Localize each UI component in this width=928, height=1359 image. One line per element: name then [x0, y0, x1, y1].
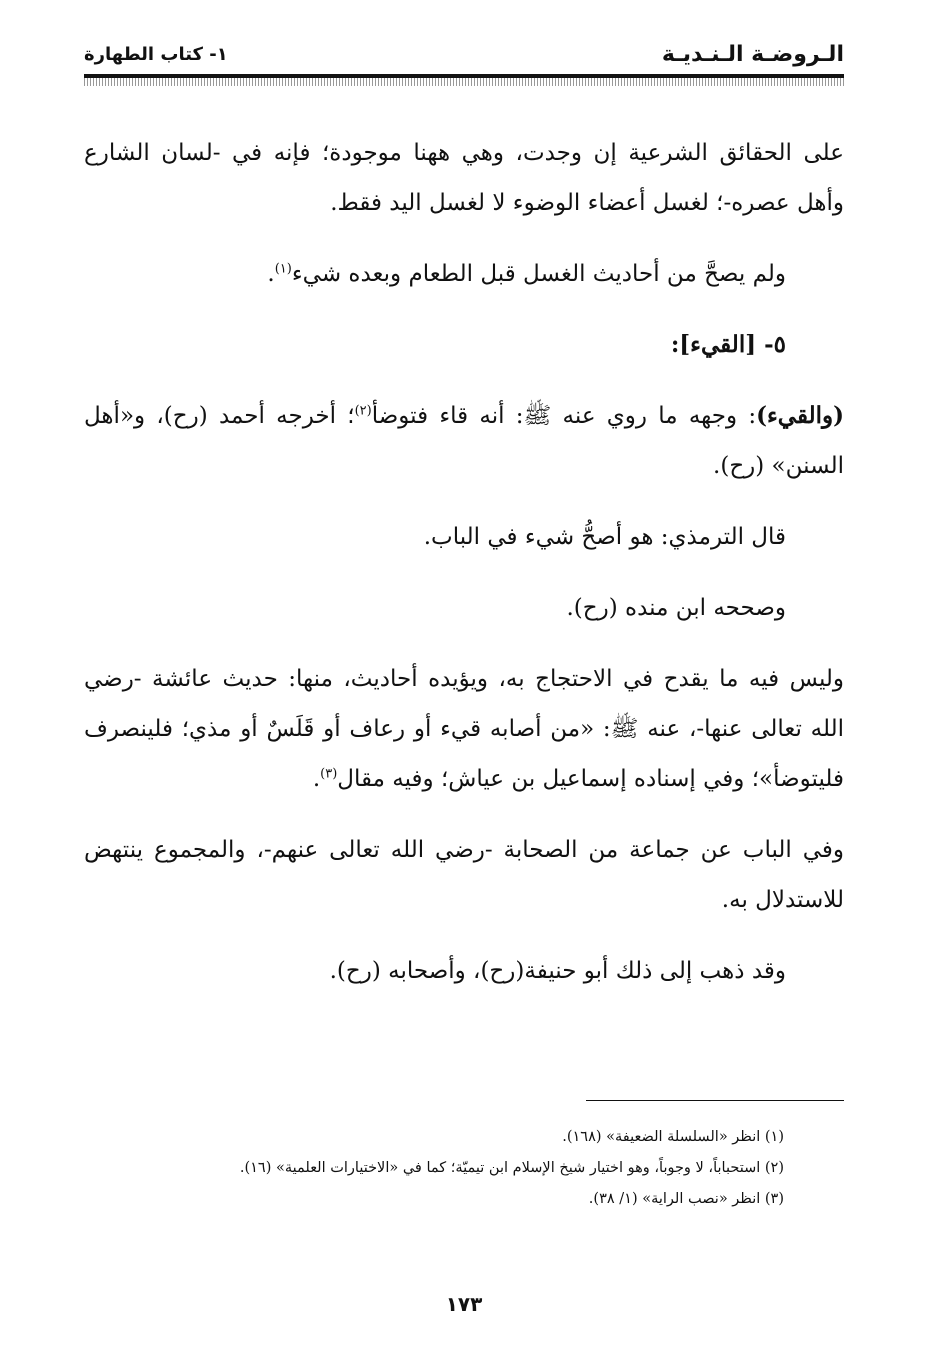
paragraph: [84, 583, 844, 633]
paragraph-text: على الحقائق الشرعية إن وجدت، وهي ههنا موجودة؛ فإنه في -لسان الشارع وأهل عصره-؛ لغسل أعضاء الوضوء لا لغسل اليد فقط.: [84, 140, 844, 216]
paragraph: [84, 654, 844, 804]
footnotes: [84, 1122, 784, 1215]
paragraph-text: قال الترمذي: هو أصحُّ شيء في الباب.: [423, 524, 786, 550]
section-heading: [84, 320, 844, 370]
paragraph-text: وفي الباب عن جماعة من الصحابة -رضي الله تعالى عنهم-، والمجموع ينتهض للاستدلال به.: [84, 837, 844, 913]
paragraph-text: : وجهه ما روي عنه ﷺ: أنه قاء فتوضأ: [371, 403, 757, 429]
footnote: (١) انظر «السلسلة الضعيفة» (١٦٨).: [562, 1129, 784, 1145]
paragraph: [84, 249, 844, 299]
paragraph-text: ولم يصحَّ من أحاديث الغسل قبل الطعام وبعده شيء: [291, 261, 786, 287]
paragraph: [84, 946, 844, 996]
footnote-ref[interactable]: (١): [274, 261, 292, 277]
running-header: [84, 40, 844, 70]
paragraph-end: .: [267, 261, 275, 287]
book-title: الـروضـة الـنـديـة: [661, 42, 844, 67]
header-hatch-rule: [84, 78, 844, 86]
paragraph: [84, 128, 844, 228]
page-number: ١٧٣: [445, 1292, 483, 1316]
term-lead: (والقيء): [756, 402, 844, 429]
chapter-title: ١- كتاب الطهارة: [84, 44, 228, 65]
footnote-ref[interactable]: (٢): [354, 403, 372, 419]
paragraph: [84, 512, 844, 562]
main-text: [84, 128, 844, 1017]
heading-text: ٥- [القيء]:: [670, 331, 786, 358]
paragraph-text: وليس فيه ما يقدح في الاحتجاج به، ويؤيده أحاديث، منها: حديث عائشة -رضي الله تعالى عنها-، عنه ﷺ: «من أصابه قيء أو رعاف أو قَلَسٌ أو مذي؛ فلينصرف فليتوضأ»؛ وفي إسناده إسماعيل بن عياش؛ وفيه مقال: [84, 666, 844, 792]
footnote: (٣) انظر «نصب الراية» (١/ ٣٨).: [588, 1191, 784, 1207]
paragraph-text: وصححه ابن منده (رح).: [566, 595, 786, 621]
paragraph: [84, 825, 844, 925]
footnote: (٢) استحباباً، لا وجوباً، وهو اختيار شيخ الإسلام ابن تيميّة؛ كما في «الاختيارات العلمية» (١٦).: [239, 1160, 784, 1176]
paragraph-end: .: [312, 766, 321, 792]
paragraph-text: وقد ذهب إلى ذلك أبو حنيفة(رح)، وأصحابه (رح).: [329, 958, 786, 984]
footnote-separator: [586, 1100, 844, 1101]
paragraph: [84, 391, 844, 491]
paragraph-text: ؛ أخرجه أحمد (رح)، و«أهل السنن» (رح).: [84, 403, 844, 479]
footnote-ref[interactable]: (٣): [320, 766, 338, 782]
